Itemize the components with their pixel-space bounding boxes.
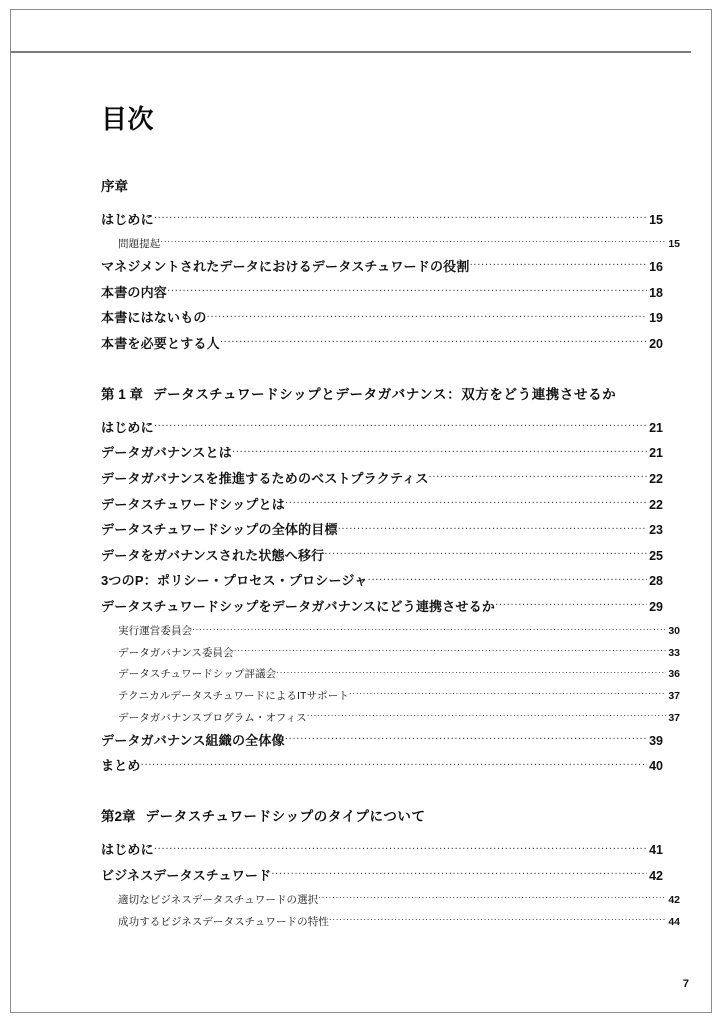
toc-leader-dots <box>167 284 647 297</box>
toc-entry-page-number: 15 <box>668 237 680 250</box>
toc-leader-dots <box>192 624 666 635</box>
toc-leader-dots <box>495 598 647 611</box>
toc-entry[interactable] <box>118 624 680 639</box>
toc-leader-dots <box>349 689 666 700</box>
toc-entry-page-number: 37 <box>668 711 680 724</box>
toc-entry[interactable] <box>118 236 680 251</box>
toc-entry[interactable] <box>101 444 663 462</box>
chapter-heading <box>101 387 663 403</box>
toc-entry-page-number: 42 <box>668 894 680 907</box>
toc-entry-page-number: 44 <box>668 915 680 928</box>
toc-entry-page-number: 30 <box>668 625 680 638</box>
toc-leader-dots <box>154 211 647 224</box>
toc-entry-page-number: 37 <box>668 690 680 703</box>
toc-entry[interactable] <box>101 335 663 353</box>
toc-entry[interactable] <box>118 689 680 704</box>
toc-entry-label: 適切なビジネスデータスチュワードの選択 <box>118 894 319 907</box>
toc-entry-label: データガバナンス委員会 <box>118 646 234 659</box>
toc-entry-label: ビジネスデータスチュワード <box>101 867 272 883</box>
toc-section <box>101 386 680 776</box>
toc-section <box>101 178 680 353</box>
toc-entry-label: データガバナンス組織の全体像 <box>101 732 285 748</box>
toc-entry[interactable] <box>101 867 663 885</box>
toc-section <box>101 809 680 929</box>
toc-entry-label: テクニカルデータスチュワードによるITサポート <box>118 690 349 703</box>
toc-entry[interactable] <box>118 710 680 725</box>
toc-entry-page-number: 29 <box>649 600 663 615</box>
toc-entry[interactable] <box>101 419 663 437</box>
toc-entry[interactable] <box>101 309 663 327</box>
toc-entry-label: 本書の内容 <box>101 284 168 300</box>
toc-entry-page-number: 18 <box>649 285 663 300</box>
toc-entry-page-number: 39 <box>649 733 663 748</box>
chapter-number: 第 1 章 <box>101 386 144 402</box>
toc-entry-label: データをガバナンスされた状態へ移行 <box>101 547 325 563</box>
toc-entry[interactable] <box>101 732 663 750</box>
toc-entry-page-number: 21 <box>649 420 663 435</box>
toc-entry[interactable] <box>118 645 680 660</box>
toc-entry-page-number: 22 <box>649 471 663 486</box>
toc-entry-label: データスチュワードシップとは <box>101 496 285 512</box>
toc-entry[interactable] <box>101 521 663 539</box>
toc-entry-page-number: 23 <box>649 523 663 538</box>
toc-entry-label: データスチュワードシップの全体的目標 <box>101 522 338 538</box>
toc-leader-dots <box>307 710 667 721</box>
toc-leader-dots <box>141 757 647 770</box>
toc-entry[interactable] <box>101 841 663 859</box>
toc-entry-label: 成功するビジネスデータスチュワードの特性 <box>118 915 329 928</box>
toc-entry-label: 問題提起 <box>118 237 161 250</box>
toc-leader-dots <box>160 236 666 247</box>
toc-entry-label: 実行運営委員会 <box>118 625 193 638</box>
folio-page-number: 7 <box>682 978 689 990</box>
toc-entry-page-number: 20 <box>649 336 663 351</box>
toc-entry[interactable] <box>101 572 663 590</box>
toc-entry-label: はじめに <box>101 842 154 858</box>
toc-entry-label: データガバナンスとは <box>101 445 232 461</box>
toc-entry-page-number: 28 <box>649 574 663 589</box>
toc-leader-dots <box>329 914 666 925</box>
toc-entry[interactable] <box>118 667 680 682</box>
toc-entry[interactable] <box>101 284 663 302</box>
toc-entry-page-number: 22 <box>649 497 663 512</box>
toc-entry[interactable] <box>101 757 663 775</box>
toc-entry-page-number: 21 <box>649 446 663 461</box>
toc-leader-dots <box>154 419 647 432</box>
toc-entry-page-number: 36 <box>668 668 680 681</box>
toc-leader-dots <box>470 258 648 271</box>
toc-entry[interactable] <box>118 893 680 908</box>
toc-entry[interactable] <box>101 547 663 565</box>
toc-entry-label: はじめに <box>101 419 154 435</box>
toc-leader-dots <box>285 496 647 509</box>
toc-entry-page-number: 16 <box>649 260 663 275</box>
document-page <box>10 9 712 1013</box>
toc-entry-page-number: 42 <box>649 868 663 883</box>
toc-entry-page-number: 25 <box>649 548 663 563</box>
toc-entry-label: データスチュワードシップ評議会 <box>118 668 277 681</box>
toc-entry-page-number: 33 <box>668 646 680 659</box>
toc-leader-dots <box>207 309 647 322</box>
toc-leader-dots <box>220 335 647 348</box>
toc-leader-dots <box>324 547 647 560</box>
toc-entry-label: 本書を必要とする人 <box>101 335 220 351</box>
toc-leader-dots <box>154 841 647 854</box>
toc-entry[interactable] <box>101 598 663 616</box>
toc-entry-label: はじめに <box>101 211 154 227</box>
toc-entry[interactable] <box>101 470 663 488</box>
toc-entry[interactable] <box>101 211 663 229</box>
toc-leader-dots <box>234 645 667 656</box>
chapter-title: データスチュワードシップのタイプについて <box>145 809 426 825</box>
toc-leader-dots <box>318 893 666 904</box>
toc-entry[interactable] <box>101 258 663 276</box>
toc-leader-dots <box>232 444 647 457</box>
toc-entry-label: まとめ <box>101 758 141 774</box>
toc-leader-dots <box>429 470 648 483</box>
toc-leader-dots <box>271 867 647 880</box>
toc-sections <box>101 178 680 929</box>
header-rule <box>10 51 691 53</box>
toc-leader-dots <box>285 732 647 745</box>
part-heading: 序章 <box>101 178 128 194</box>
toc-leader-dots <box>368 572 648 585</box>
toc-entry[interactable] <box>118 914 680 929</box>
toc-entry-page-number: 40 <box>649 759 663 774</box>
toc-entry-page-number: 41 <box>649 843 663 858</box>
chapter-heading <box>101 809 663 825</box>
toc-entry[interactable] <box>101 496 663 514</box>
toc-entry-label: データスチュワードシップをデータガバナンスにどう連携させるか <box>101 599 496 615</box>
toc-content <box>101 104 680 936</box>
toc-entry-label: データガバナンスプログラム・オフィス <box>118 711 307 724</box>
toc-entry-label: 3つのP：ポリシー・プロセス・プロシージャ <box>101 573 368 589</box>
chapter-title: データスチュワードシップとデータガバナンス：双方をどう連携させるか <box>153 386 617 402</box>
toc-entry-label: マネジメントされたデータにおけるデータスチュワードの役割 <box>101 259 470 275</box>
toc-entry-page-number: 19 <box>649 311 663 326</box>
toc-entry-page-number: 15 <box>649 212 663 227</box>
toc-entry-label: 本書にはないもの <box>101 310 207 326</box>
chapter-number: 第2章 <box>101 809 136 825</box>
toc-entry-label: データガバナンスを推進するためのベストプラクティス <box>101 470 429 486</box>
toc-leader-dots <box>338 521 647 534</box>
page-title: 目次 <box>101 104 155 134</box>
toc-leader-dots <box>276 667 666 678</box>
